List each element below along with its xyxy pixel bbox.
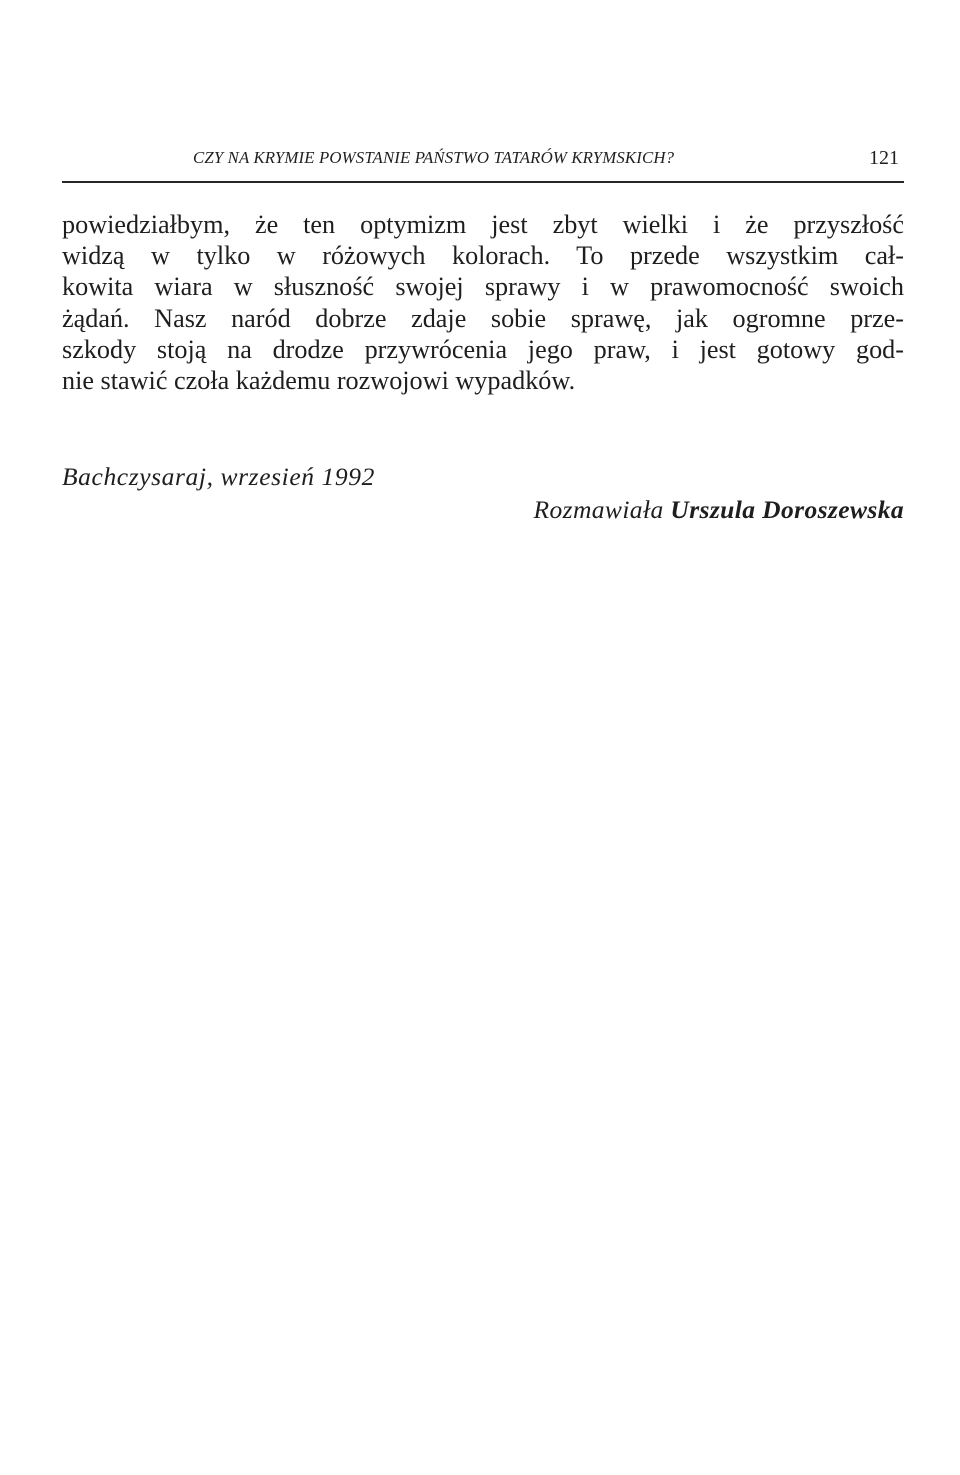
- header-rule: [62, 181, 904, 183]
- signature: [534, 495, 905, 525]
- dateline: Bachczysaraj, wrzesień 1992: [62, 462, 375, 491]
- text-line: żądań. Nasz naród dobrze zdaje sobie sprawę, jak ogromne prze-: [62, 303, 904, 333]
- text-line: widzą w tylko w różowych kolorach. To przede wszystkim cał-: [62, 241, 904, 271]
- running-title: CZY NA KRYMIE POWSTANIE PAŃSTWO TATARÓW KRYMSKICH?: [193, 148, 675, 167]
- signature-name: Urszula Doroszewska: [670, 495, 904, 524]
- page-number: 121: [869, 147, 899, 169]
- text-line: nie stawić czoła każdemu rozwojowi wypadków.: [62, 366, 576, 396]
- text-line: szkody stoją na drodze przywrócenia jego praw, i jest gotowy god-: [62, 334, 904, 364]
- running-head: [62, 148, 904, 178]
- text-line: kowita wiara w słuszność swojej sprawy i w prawomocność swoich: [62, 272, 904, 302]
- body-paragraph: [62, 209, 904, 396]
- signature-prefix: Rozmawiała: [533, 495, 664, 524]
- text-line: powiedziałbym, że ten optymizm jest zbyt wielki i że przyszłość: [62, 210, 904, 239]
